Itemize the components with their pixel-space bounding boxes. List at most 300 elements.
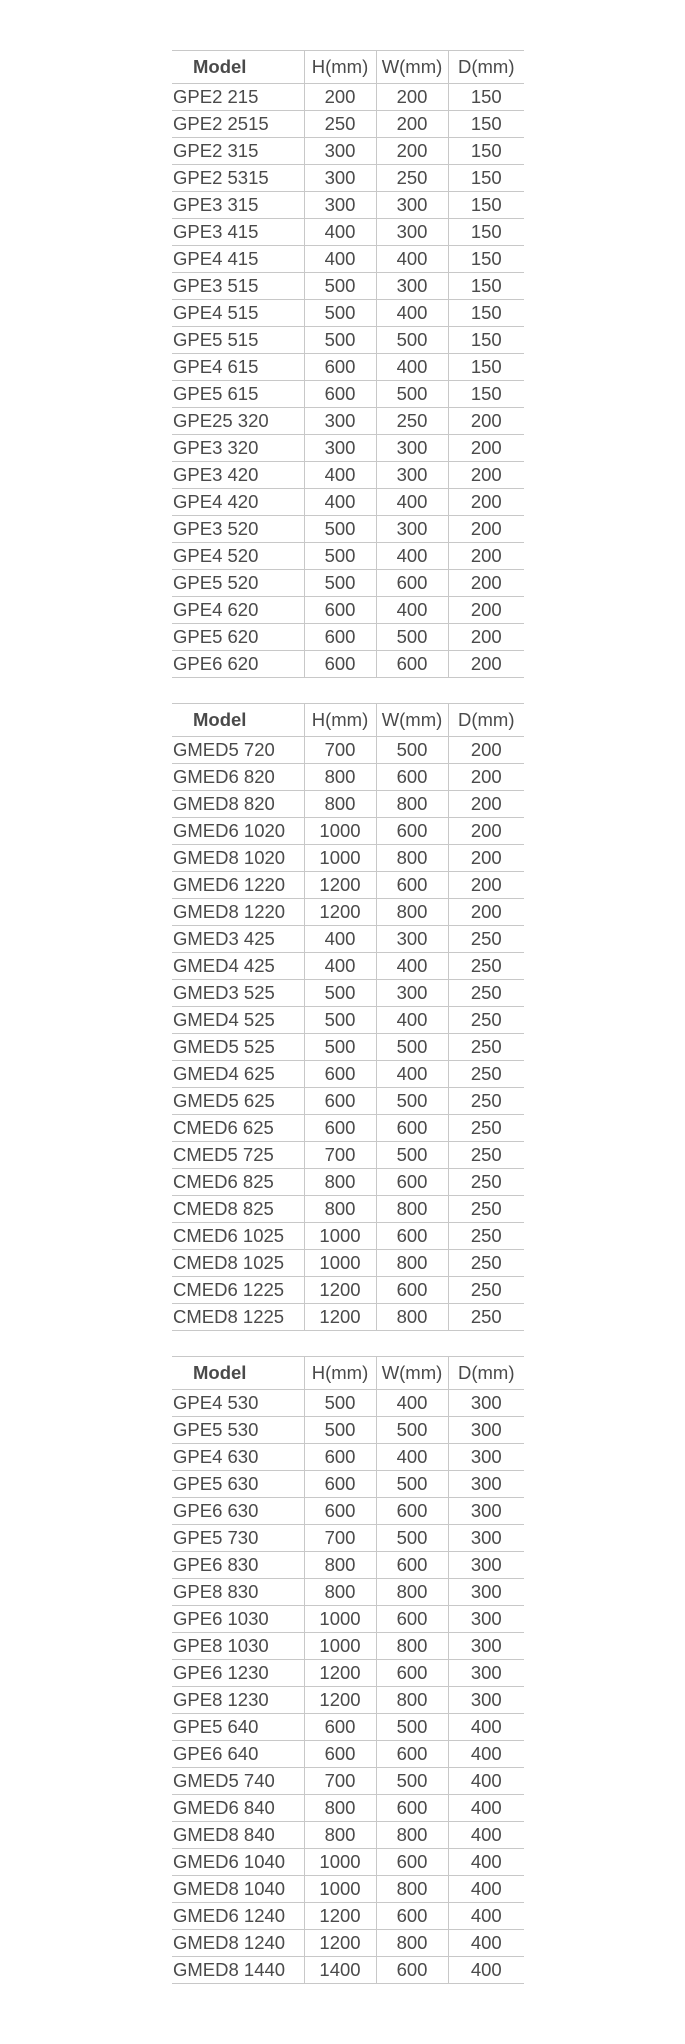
width-cell: 600: [376, 570, 448, 597]
model-cell: CMED6 625: [172, 1115, 304, 1142]
header-height: H(mm): [304, 51, 376, 84]
header-width: W(mm): [376, 704, 448, 737]
table-row: [172, 651, 524, 678]
width-cell: 400: [376, 1390, 448, 1417]
depth-cell: 400: [448, 1714, 524, 1741]
height-cell: 300: [304, 192, 376, 219]
depth-cell: 250: [448, 1169, 524, 1196]
model-cell: GPE4 420: [172, 489, 304, 516]
width-cell: 300: [376, 462, 448, 489]
height-cell: 1200: [304, 1903, 376, 1930]
width-cell: 300: [376, 192, 448, 219]
depth-cell: 300: [448, 1417, 524, 1444]
depth-cell: 250: [448, 953, 524, 980]
model-cell: GMED6 1020: [172, 818, 304, 845]
model-cell: GPE6 630: [172, 1498, 304, 1525]
width-cell: 600: [376, 1552, 448, 1579]
depth-cell: 400: [448, 1876, 524, 1903]
height-cell: 1000: [304, 1606, 376, 1633]
height-cell: 800: [304, 1169, 376, 1196]
depth-cell: 300: [448, 1390, 524, 1417]
table-row: [172, 1304, 524, 1331]
height-cell: 1000: [304, 1849, 376, 1876]
depth-cell: 200: [448, 597, 524, 624]
model-cell: GPE4 520: [172, 543, 304, 570]
width-cell: 300: [376, 516, 448, 543]
table-row: [172, 1142, 524, 1169]
depth-cell: 200: [448, 764, 524, 791]
width-cell: 500: [376, 624, 448, 651]
model-cell: GPE8 1230: [172, 1687, 304, 1714]
table-row: [172, 1741, 524, 1768]
table-row: [172, 516, 524, 543]
depth-cell: 250: [448, 1142, 524, 1169]
height-cell: 500: [304, 570, 376, 597]
depth-cell: 400: [448, 1822, 524, 1849]
width-cell: 600: [376, 1498, 448, 1525]
width-cell: 500: [376, 1714, 448, 1741]
depth-cell: 200: [448, 570, 524, 597]
model-cell: GPE3 315: [172, 192, 304, 219]
width-cell: 500: [376, 1034, 448, 1061]
table-row: [172, 899, 524, 926]
model-cell: GMED8 1440: [172, 1957, 304, 1984]
model-cell: CMED6 825: [172, 1169, 304, 1196]
depth-cell: 300: [448, 1687, 524, 1714]
table-row: [172, 111, 524, 138]
depth-cell: 300: [448, 1498, 524, 1525]
model-cell: GMED8 820: [172, 791, 304, 818]
model-cell: GPE8 1030: [172, 1633, 304, 1660]
height-cell: 1200: [304, 899, 376, 926]
table-row: [172, 1034, 524, 1061]
height-cell: 600: [304, 354, 376, 381]
width-cell: 600: [376, 764, 448, 791]
width-cell: 600: [376, 1223, 448, 1250]
model-cell: CMED6 1025: [172, 1223, 304, 1250]
width-cell: 500: [376, 737, 448, 764]
height-cell: 300: [304, 138, 376, 165]
width-cell: 600: [376, 1795, 448, 1822]
model-cell: GMED6 1240: [172, 1903, 304, 1930]
table-header-row: [172, 51, 524, 84]
width-cell: 400: [376, 300, 448, 327]
depth-cell: 200: [448, 791, 524, 818]
depth-cell: 300: [448, 1552, 524, 1579]
model-cell: CMED8 1225: [172, 1304, 304, 1331]
model-cell: GPE6 640: [172, 1741, 304, 1768]
height-cell: 600: [304, 1714, 376, 1741]
depth-cell: 200: [448, 516, 524, 543]
table-row: [172, 1930, 524, 1957]
width-cell: 400: [376, 543, 448, 570]
height-cell: 500: [304, 273, 376, 300]
table-row: [172, 926, 524, 953]
width-cell: 500: [376, 327, 448, 354]
model-cell: GPE5 620: [172, 624, 304, 651]
height-cell: 500: [304, 1417, 376, 1444]
width-cell: 250: [376, 165, 448, 192]
model-cell: GPE4 530: [172, 1390, 304, 1417]
model-cell: GPE3 320: [172, 435, 304, 462]
table-row: [172, 624, 524, 651]
height-cell: 800: [304, 764, 376, 791]
width-cell: 600: [376, 1660, 448, 1687]
depth-cell: 250: [448, 1007, 524, 1034]
table-row: [172, 791, 524, 818]
model-cell: GPE2 215: [172, 84, 304, 111]
model-cell: GMED5 740: [172, 1768, 304, 1795]
height-cell: 600: [304, 651, 376, 678]
width-cell: 600: [376, 1115, 448, 1142]
height-cell: 500: [304, 1007, 376, 1034]
depth-cell: 200: [448, 899, 524, 926]
table-row: [172, 1471, 524, 1498]
width-cell: 800: [376, 791, 448, 818]
table-row: [172, 737, 524, 764]
height-cell: 600: [304, 624, 376, 651]
model-cell: GMED6 820: [172, 764, 304, 791]
table-row: [172, 543, 524, 570]
table-row: [172, 980, 524, 1007]
table-header-row: [172, 704, 524, 737]
depth-cell: 300: [448, 1579, 524, 1606]
model-cell: GMED5 720: [172, 737, 304, 764]
width-cell: 300: [376, 273, 448, 300]
model-cell: GPE6 1030: [172, 1606, 304, 1633]
table-row: [172, 1417, 524, 1444]
width-cell: 800: [376, 1876, 448, 1903]
table-row: [172, 354, 524, 381]
width-cell: 800: [376, 1250, 448, 1277]
height-cell: 500: [304, 543, 376, 570]
model-cell: GPE5 530: [172, 1417, 304, 1444]
model-cell: GPE4 615: [172, 354, 304, 381]
table-row: [172, 408, 524, 435]
table-row: [172, 953, 524, 980]
height-cell: 1000: [304, 1223, 376, 1250]
height-cell: 800: [304, 1552, 376, 1579]
table-row: [172, 462, 524, 489]
height-cell: 600: [304, 1088, 376, 1115]
width-cell: 800: [376, 1930, 448, 1957]
table-row: [172, 1660, 524, 1687]
height-cell: 1200: [304, 1660, 376, 1687]
header-depth: D(mm): [448, 51, 524, 84]
table-row: [172, 1088, 524, 1115]
height-cell: 400: [304, 462, 376, 489]
width-cell: 600: [376, 1741, 448, 1768]
depth-cell: 150: [448, 273, 524, 300]
header-depth: D(mm): [448, 1357, 524, 1390]
model-cell: GPE2 5315: [172, 165, 304, 192]
height-cell: 600: [304, 1061, 376, 1088]
height-cell: 400: [304, 953, 376, 980]
height-cell: 400: [304, 926, 376, 953]
height-cell: 1200: [304, 1277, 376, 1304]
depth-cell: 150: [448, 165, 524, 192]
model-cell: GPE4 630: [172, 1444, 304, 1471]
depth-cell: 150: [448, 192, 524, 219]
model-cell: GPE5 730: [172, 1525, 304, 1552]
table-row: [172, 1579, 524, 1606]
depth-cell: 250: [448, 1196, 524, 1223]
model-cell: GPE5 630: [172, 1471, 304, 1498]
depth-cell: 150: [448, 327, 524, 354]
depth-cell: 150: [448, 381, 524, 408]
table-row: [172, 381, 524, 408]
width-cell: 800: [376, 1304, 448, 1331]
width-cell: 300: [376, 435, 448, 462]
width-cell: 500: [376, 1768, 448, 1795]
depth-cell: 150: [448, 219, 524, 246]
depth-cell: 200: [448, 408, 524, 435]
width-cell: 500: [376, 1417, 448, 1444]
table-row: [172, 570, 524, 597]
height-cell: 300: [304, 165, 376, 192]
table-row: [172, 1903, 524, 1930]
height-cell: 700: [304, 1768, 376, 1795]
depth-cell: 400: [448, 1903, 524, 1930]
table-row: [172, 1876, 524, 1903]
table-row: [172, 1714, 524, 1741]
depth-cell: 300: [448, 1471, 524, 1498]
width-cell: 600: [376, 1957, 448, 1984]
depth-cell: 200: [448, 435, 524, 462]
width-cell: 400: [376, 1444, 448, 1471]
height-cell: 400: [304, 219, 376, 246]
width-cell: 600: [376, 1849, 448, 1876]
height-cell: 800: [304, 1196, 376, 1223]
table-row: [172, 1633, 524, 1660]
header-height: H(mm): [304, 704, 376, 737]
height-cell: 1000: [304, 845, 376, 872]
width-cell: 600: [376, 818, 448, 845]
table-row: [172, 1498, 524, 1525]
height-cell: 500: [304, 327, 376, 354]
table-row: [172, 764, 524, 791]
height-cell: 200: [304, 84, 376, 111]
width-cell: 250: [376, 408, 448, 435]
width-cell: 400: [376, 597, 448, 624]
depth-cell: 300: [448, 1633, 524, 1660]
table-row: [172, 165, 524, 192]
height-cell: 1400: [304, 1957, 376, 1984]
height-cell: 600: [304, 381, 376, 408]
height-cell: 600: [304, 1471, 376, 1498]
depth-cell: 200: [448, 624, 524, 651]
header-height: H(mm): [304, 1357, 376, 1390]
height-cell: 700: [304, 1525, 376, 1552]
height-cell: 400: [304, 246, 376, 273]
height-cell: 600: [304, 1741, 376, 1768]
table-row: [172, 1196, 524, 1223]
model-cell: GMED3 425: [172, 926, 304, 953]
depth-cell: 250: [448, 1250, 524, 1277]
height-cell: 800: [304, 791, 376, 818]
table-row: [172, 138, 524, 165]
model-cell: GPE5 515: [172, 327, 304, 354]
depth-cell: 150: [448, 138, 524, 165]
model-cell: GPE2 2515: [172, 111, 304, 138]
width-cell: 200: [376, 84, 448, 111]
width-cell: 300: [376, 219, 448, 246]
table-row: [172, 1768, 524, 1795]
table-row: [172, 1390, 524, 1417]
model-cell: CMED6 1225: [172, 1277, 304, 1304]
header-width: W(mm): [376, 1357, 448, 1390]
table-row: [172, 435, 524, 462]
model-cell: GMED6 1220: [172, 872, 304, 899]
table-row: [172, 818, 524, 845]
height-cell: 1200: [304, 1687, 376, 1714]
header-model: Model: [172, 1357, 304, 1390]
table-row: [172, 489, 524, 516]
depth-cell: 150: [448, 354, 524, 381]
height-cell: 500: [304, 516, 376, 543]
table-row: [172, 1250, 524, 1277]
model-cell: GMED8 1220: [172, 899, 304, 926]
depth-cell: 150: [448, 84, 524, 111]
depth-cell: 400: [448, 1741, 524, 1768]
table-row: [172, 872, 524, 899]
table-row: [172, 1822, 524, 1849]
width-cell: 600: [376, 872, 448, 899]
model-cell: GPE4 515: [172, 300, 304, 327]
model-cell: GMED8 1240: [172, 1930, 304, 1957]
width-cell: 300: [376, 926, 448, 953]
height-cell: 500: [304, 300, 376, 327]
height-cell: 1000: [304, 818, 376, 845]
depth-cell: 250: [448, 1277, 524, 1304]
height-cell: 700: [304, 737, 376, 764]
table-row: [172, 246, 524, 273]
table-row: [172, 1552, 524, 1579]
height-cell: 1200: [304, 1930, 376, 1957]
model-cell: GPE6 620: [172, 651, 304, 678]
depth-cell: 200: [448, 818, 524, 845]
depth-cell: 400: [448, 1768, 524, 1795]
depth-cell: 200: [448, 462, 524, 489]
model-cell: GMED6 840: [172, 1795, 304, 1822]
model-cell: CMED8 825: [172, 1196, 304, 1223]
depth-cell: 200: [448, 737, 524, 764]
width-cell: 300: [376, 980, 448, 1007]
height-cell: 800: [304, 1579, 376, 1606]
model-cell: GMED4 525: [172, 1007, 304, 1034]
width-cell: 400: [376, 1007, 448, 1034]
model-cell: CMED8 1025: [172, 1250, 304, 1277]
table-row: [172, 300, 524, 327]
width-cell: 500: [376, 381, 448, 408]
depth-cell: 150: [448, 246, 524, 273]
height-cell: 600: [304, 1498, 376, 1525]
table-row: [172, 1606, 524, 1633]
height-cell: 700: [304, 1142, 376, 1169]
height-cell: 500: [304, 1034, 376, 1061]
height-cell: 400: [304, 489, 376, 516]
width-cell: 500: [376, 1088, 448, 1115]
width-cell: 500: [376, 1471, 448, 1498]
depth-cell: 400: [448, 1957, 524, 1984]
depth-cell: 400: [448, 1795, 524, 1822]
width-cell: 600: [376, 1606, 448, 1633]
depth-cell: 250: [448, 1034, 524, 1061]
height-cell: 600: [304, 1115, 376, 1142]
model-cell: GMED4 425: [172, 953, 304, 980]
depth-cell: 150: [448, 300, 524, 327]
width-cell: 600: [376, 1903, 448, 1930]
table-row: [172, 1849, 524, 1876]
spec-table-3: [172, 1356, 524, 1984]
width-cell: 500: [376, 1142, 448, 1169]
depth-cell: 300: [448, 1606, 524, 1633]
spec-table-2: [172, 703, 524, 1331]
model-cell: GPE4 415: [172, 246, 304, 273]
width-cell: 600: [376, 1277, 448, 1304]
width-cell: 400: [376, 354, 448, 381]
width-cell: 800: [376, 1687, 448, 1714]
height-cell: 1200: [304, 872, 376, 899]
height-cell: 300: [304, 435, 376, 462]
height-cell: 600: [304, 597, 376, 624]
model-cell: GMED8 1020: [172, 845, 304, 872]
header-depth: D(mm): [448, 704, 524, 737]
depth-cell: 200: [448, 872, 524, 899]
width-cell: 400: [376, 489, 448, 516]
model-cell: GPE3 420: [172, 462, 304, 489]
depth-cell: 200: [448, 543, 524, 570]
width-cell: 600: [376, 651, 448, 678]
depth-cell: 400: [448, 1930, 524, 1957]
table-header-row: [172, 1357, 524, 1390]
height-cell: 300: [304, 408, 376, 435]
depth-cell: 250: [448, 1223, 524, 1250]
model-cell: GPE3 515: [172, 273, 304, 300]
height-cell: 500: [304, 1390, 376, 1417]
width-cell: 400: [376, 953, 448, 980]
model-cell: GPE5 615: [172, 381, 304, 408]
depth-cell: 150: [448, 111, 524, 138]
height-cell: 500: [304, 980, 376, 1007]
width-cell: 800: [376, 1196, 448, 1223]
spec-table-1: [172, 50, 524, 678]
header-model: Model: [172, 704, 304, 737]
depth-cell: 200: [448, 651, 524, 678]
width-cell: 400: [376, 246, 448, 273]
width-cell: 800: [376, 899, 448, 926]
model-cell: GMED3 525: [172, 980, 304, 1007]
model-cell: GMED4 625: [172, 1061, 304, 1088]
table-row: [172, 1115, 524, 1142]
table-row: [172, 1061, 524, 1088]
width-cell: 400: [376, 1061, 448, 1088]
depth-cell: 250: [448, 1061, 524, 1088]
table-row: [172, 1007, 524, 1034]
table-row: [172, 1277, 524, 1304]
table-row: [172, 1687, 524, 1714]
height-cell: 600: [304, 1444, 376, 1471]
table-row: [172, 845, 524, 872]
height-cell: 250: [304, 111, 376, 138]
depth-cell: 250: [448, 1304, 524, 1331]
table-row: [172, 1957, 524, 1984]
depth-cell: 250: [448, 926, 524, 953]
depth-cell: 250: [448, 980, 524, 1007]
width-cell: 200: [376, 138, 448, 165]
height-cell: 800: [304, 1822, 376, 1849]
depth-cell: 250: [448, 1115, 524, 1142]
